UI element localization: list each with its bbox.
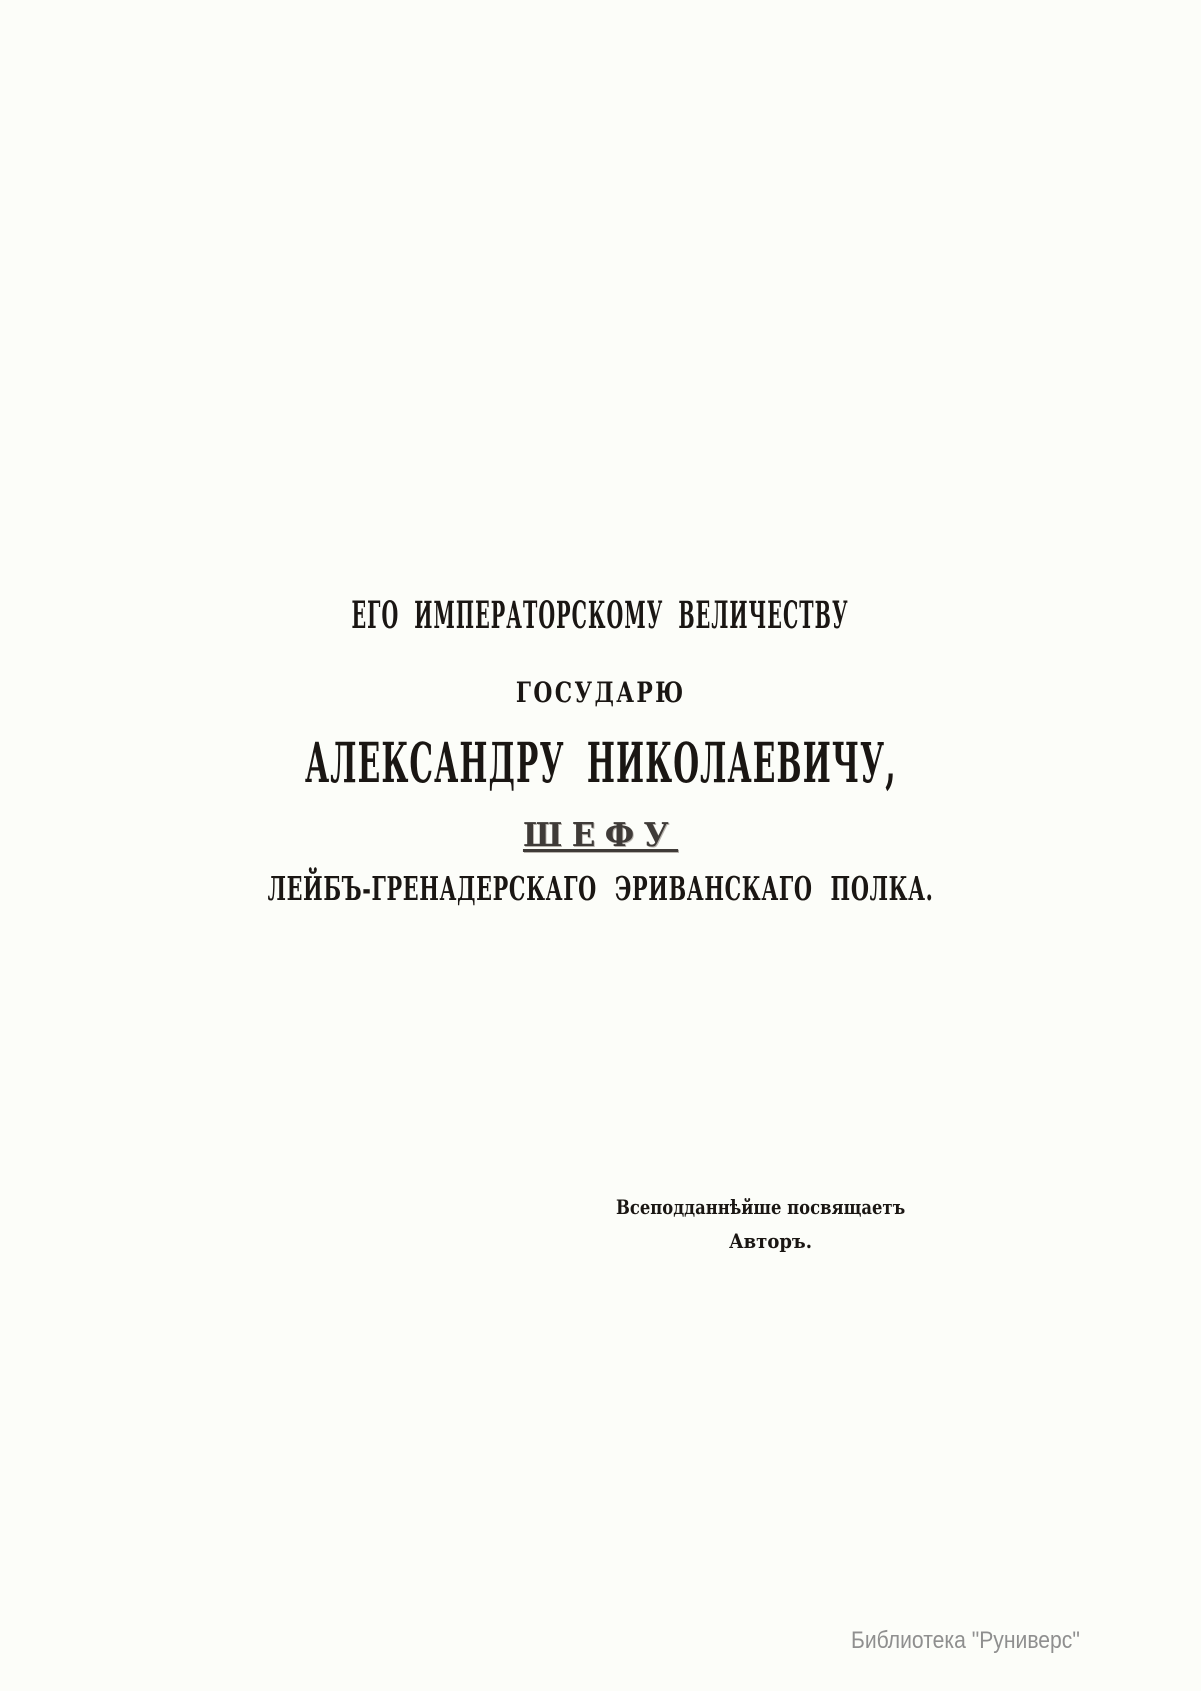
line-alexander-nikolaevich [0,730,1201,795]
line-sovereign-text: ГОСУДАРЮ [515,676,686,709]
author-signature-text: Авторъ. [729,1229,812,1253]
runivers-library-watermark-text: Библиотека "Руниверс" [851,1627,1080,1654]
runivers-library-watermark [851,1629,1111,1653]
line-imperial-majesty-text: ЕГО ИМПЕРАТОРСКОМУ ВЕЛИЧЕСТВУ [351,593,850,637]
line-imperial-majesty [0,593,1201,637]
line-regiment-text: ЛЕЙБЪ-ГРЕНАДЕРСКАГО ЭРИВАНСКАГО ПОЛКА. [267,869,934,908]
author-signature [729,1231,821,1251]
line-chef-text: ШЕФУ [522,815,679,854]
dedication-text-content: Всеподданнѣйше посвящаетъ [616,1195,906,1219]
line-chef [0,815,1201,854]
line-regiment [0,869,1201,908]
line-sovereign [0,676,1201,709]
dedication-text [616,1197,969,1217]
line-alexander-nikolaevich-text: АЛЕКСАНДРУ НИКОЛАЕВИЧУ, [304,730,897,795]
